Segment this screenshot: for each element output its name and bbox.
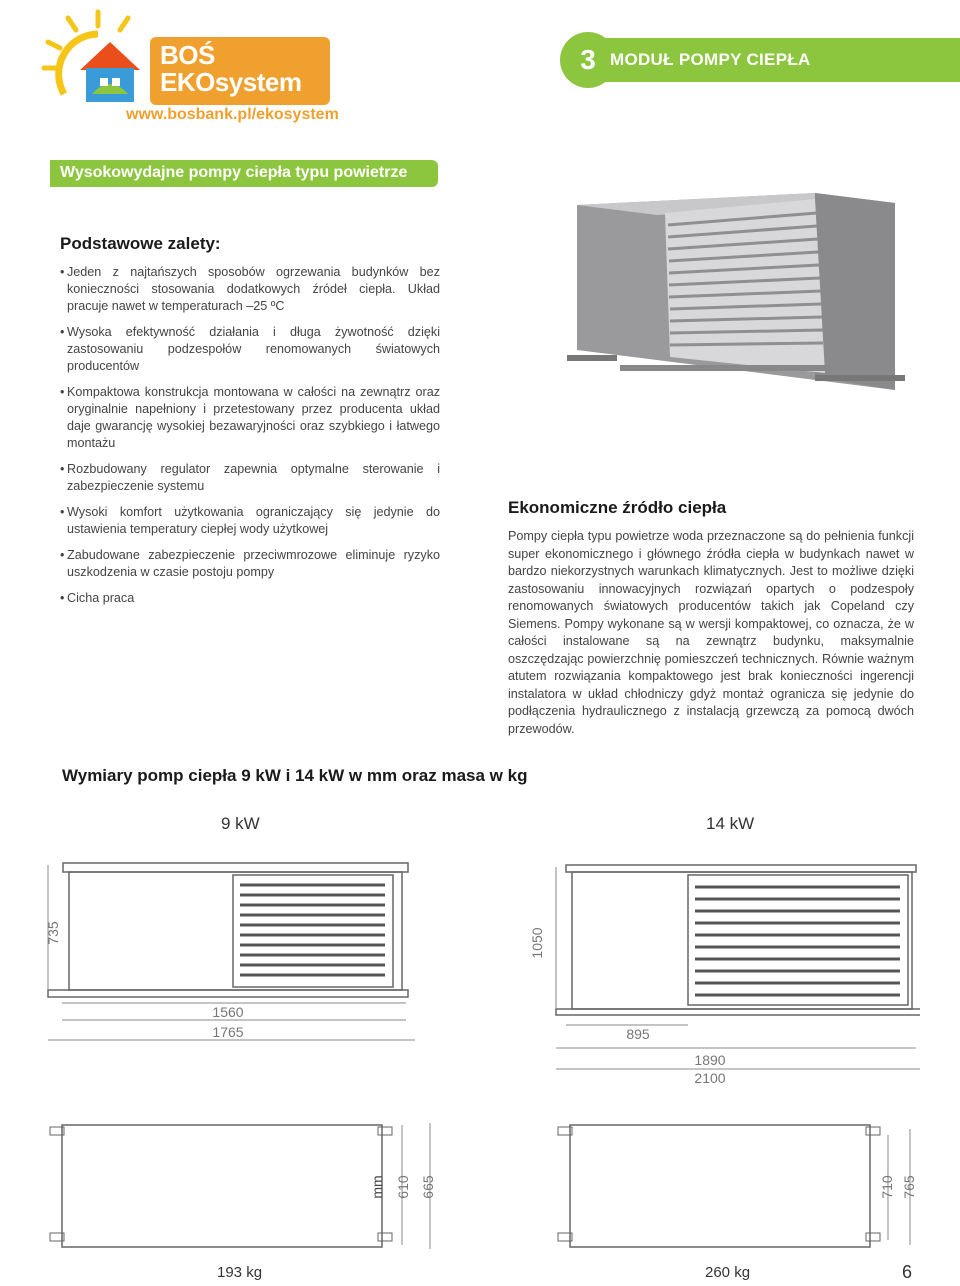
list-item: • Rozbudowany regulator zapewnia optymalne sterowanie i zabezpieczenie systemu [60,461,440,495]
dimensions-heading: Wymiary pomp ciepła 9 kW i 14 kW w mm oraz masa w kg [62,766,528,785]
unit-9kw-label: 9 kW [221,814,260,833]
list-item: • Cicha praca [60,590,440,607]
module-title: MODUŁ POMPY CIEPŁA [610,50,811,69]
brand-name: BOŚ EKOsystem [160,40,302,97]
unit-14kw-label: 14 kW [706,814,755,833]
page-number: 6 [902,1262,913,1282]
brand-url-link[interactable]: www.bosbank.pl/ekosystem [126,106,339,123]
economic-text: Pompy ciepła typu powietrze woda przeznaczone są do pełnienia funkcji super ekonomicznego i głównego źródła ciepła w budynkach nawet w bardzo niekorzystnych warunkach klimatycznych. Jest to możliwe dzięki zastosowaniu innowacyjnych rozwiązań opartych o podzespoły renomowanych światowych producentów takich jak Copeland czy Siemens. Pompy wykonane są w wersji kompaktowej, co oznacza, że w całości instalowane są na zewnątrz budynku, maksymalnie oszczędzając powierzchnię pomieszczeń technicznych. Równie ważnym atutem rozwiązania kompaktowego jest brak konieczności ingerencji instalatora w układ chłodniczy gdyż montaż ogranicza się jedynie do podłączenia hydraulicznego z instalacją grzewczą za pomocą dwóch przewodów. [508,529,914,736]
module-number-badge: 3 [560,32,616,88]
list-item: • Jeden z najtańszych sposobów ogrzewania budynków bez konieczności stosowania dodatkowych źródeł ciepła. Układ pracuje nawet w temperaturach –25 ºC [60,264,440,315]
dim-depth-outer: 665 [420,1175,436,1199]
dim-height: 1050 [529,927,545,959]
logo-sun-house-icon [36,4,156,114]
unit-14kw-top-drawing [550,1115,930,1265]
unit-14kw-weight: 260 kg [705,1264,751,1281]
dim-depth-outer: 765 [901,1175,917,1199]
unit-9kw-front-drawing [40,855,440,1085]
advantages-heading: Podstawowe zalety: [60,234,221,253]
unit-14kw-front-drawing [520,855,920,1095]
dim-height: 735 [45,921,61,945]
section-banner-title: Wysokowydajne pompy ciepła typu powietrze [60,164,408,181]
unit-9kw-top-drawing [40,1115,450,1265]
economic-heading: Ekonomiczne źródło ciepła [508,498,727,517]
list-item: • Zabudowane zabezpieczenie przeciwmrozowe eliminuje ryzyko uszkodzenia w czasie postoju pompy [60,547,440,581]
unit-9kw-weight: 193 kg [217,1264,263,1281]
advantages-list [60,264,440,616]
list-item: • Wysoki komfort użytkowania ograniczający się jedynie do ustawienia temperatury ciepłej wody użytkowej [60,504,440,538]
list-item: • Wysoka efektywność działania i długa żywotność dzięki zastosowaniu podzespołów renomowanych światowych producentów [60,324,440,375]
dim-panel-width: 895 [626,1026,650,1042]
dim-unit: mm [369,1175,385,1199]
dim-width-inner: 1560 [212,1004,244,1020]
heat-pump-photo [565,185,925,400]
dim-width-inner: 1890 [694,1052,726,1068]
dim-width-outer: 2100 [694,1070,726,1086]
dim-width-outer: 1765 [212,1024,244,1040]
dim-depth-inner: 710 [879,1175,895,1199]
dim-depth-inner: 610 [395,1175,411,1199]
list-item: • Kompaktowa konstrukcja montowana w całości na zewnątrz oraz oryginalnie napełniony i przetestowany przez producenta układ daje gwarancję wysokiej bezawaryjności oraz szybkiego i łatwego montażu [60,384,440,452]
